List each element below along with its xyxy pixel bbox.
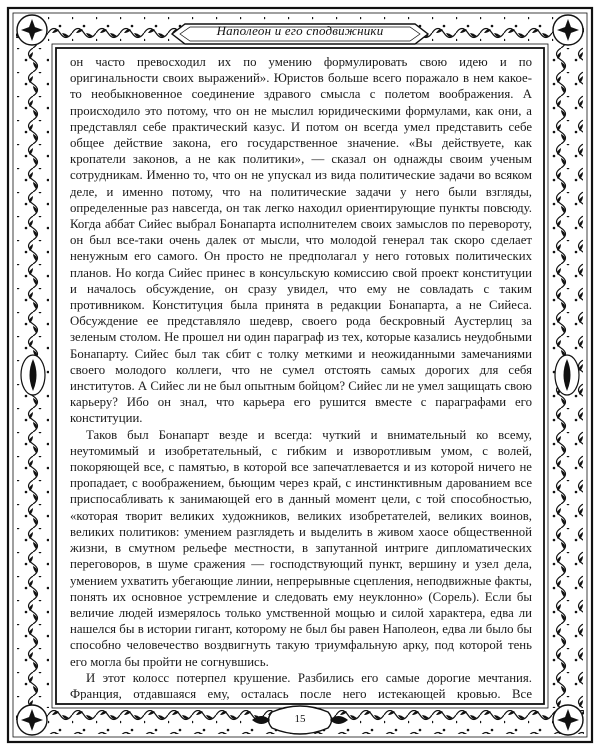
paragraph: И этот колосс потерпел крушение. Разбились его самые дорогие мечтания. Франция, отдавшаяся ему, осталась после него истекающей кровью. Все <box>70 670 532 700</box>
paragraph: он часто превосходил их по умению формулировать свою идею и по оригинальности своих выражений». Юристов больше всего поражало в нем какое-то необыкновенное соединение здравого смысла с полетом воображения. А происходило это потому, что он не мыслил юридическими формулами, как они, а представлял себе практический казус. И потом он всегда умел представить себе общее действие закона, его государственное значение. «Вы действуете, как кропатели законов, а не как политики», — сказал он однажды своим ученым сотрудникам. Именно то, что он не упускал из вида политические задачи во всяком деле, и именно потому, что на политические задачи у него были взгляды, определенные раз навсегда, он так легко находил ориентирующие пункты повсюду. Когда аббат Сийес выбрал Бонапарта исполнителем своих замыслов по перевороту, он был все-таки очень далек от мысли, что молодой генерал так скоро сделает ненужным его самого. Он просто не предполагал у него готовых политических планов. Но когда Сийес принес в консульскую комиссию свой проект конституции и началось обсуждение, он сразу увидел, что ему не совладать с таким противником. Конституция была принята в редакции Бонапарта, а не Сийеса. Обсуждение ее представляло шедевр, своего рода бескровный Аустерлиц за зеленым столом. Не прошел ни один параграф из тех, которые казались неудобными Бонапарту. Сийес был так сбит с толку меткими и неожиданными замечаниями своего молодого коллеги, что не сумел отстоять самых дорогих для себя институтов. А Сийес ли не был опытным бойцом? Сийес ли не умел защищать свою карьеру? Ибо он знал, что карьера его рушится вместе с параграфами его конституции. <box>70 55 532 426</box>
running-header: Наполеон и его сподвижники <box>216 23 384 38</box>
paragraph: Таков был Бонапарт везде и всегда: чуткий и внимательный ко всему, неутомимый и изобретательный, с гибким и изворотливым умом, с волей, покоряющей все, с памятью, в которой все запечатлевается и из которой ничего не пропадает, с воображением, бьющим через край, с инстинктивным дарованием все приспосабливать к занимающей его в данный момент цели, с той способностью, «которая творит великих художников, великих изобретателей, великих воинов, великих политиков: умением разглядеть и выделить в живом хаосе общественной жизни, в смутном рельефе местности, в запутанной интриге дипломатических переговоров, в шуме сражения — господствующий пункт, вершину и узел дела, умением ухватить убегающие линии, непрерывные сцепления, неподвижные факты, понять их основное устремление и следовать ему неуклонно» (Сорель). Если бы величие людей измерялось только умственной мощью и силой характера, едва ли нашелся бы в истории гигант, которому не был бы равен Наполеон, едва ли было бы способно человечество воздвигнуть такую триумфальную арку, под которой тень его могла бы пройти не согнувшись. <box>70 427 532 669</box>
page-number: 15 <box>294 713 306 725</box>
page-body <box>70 54 532 700</box>
